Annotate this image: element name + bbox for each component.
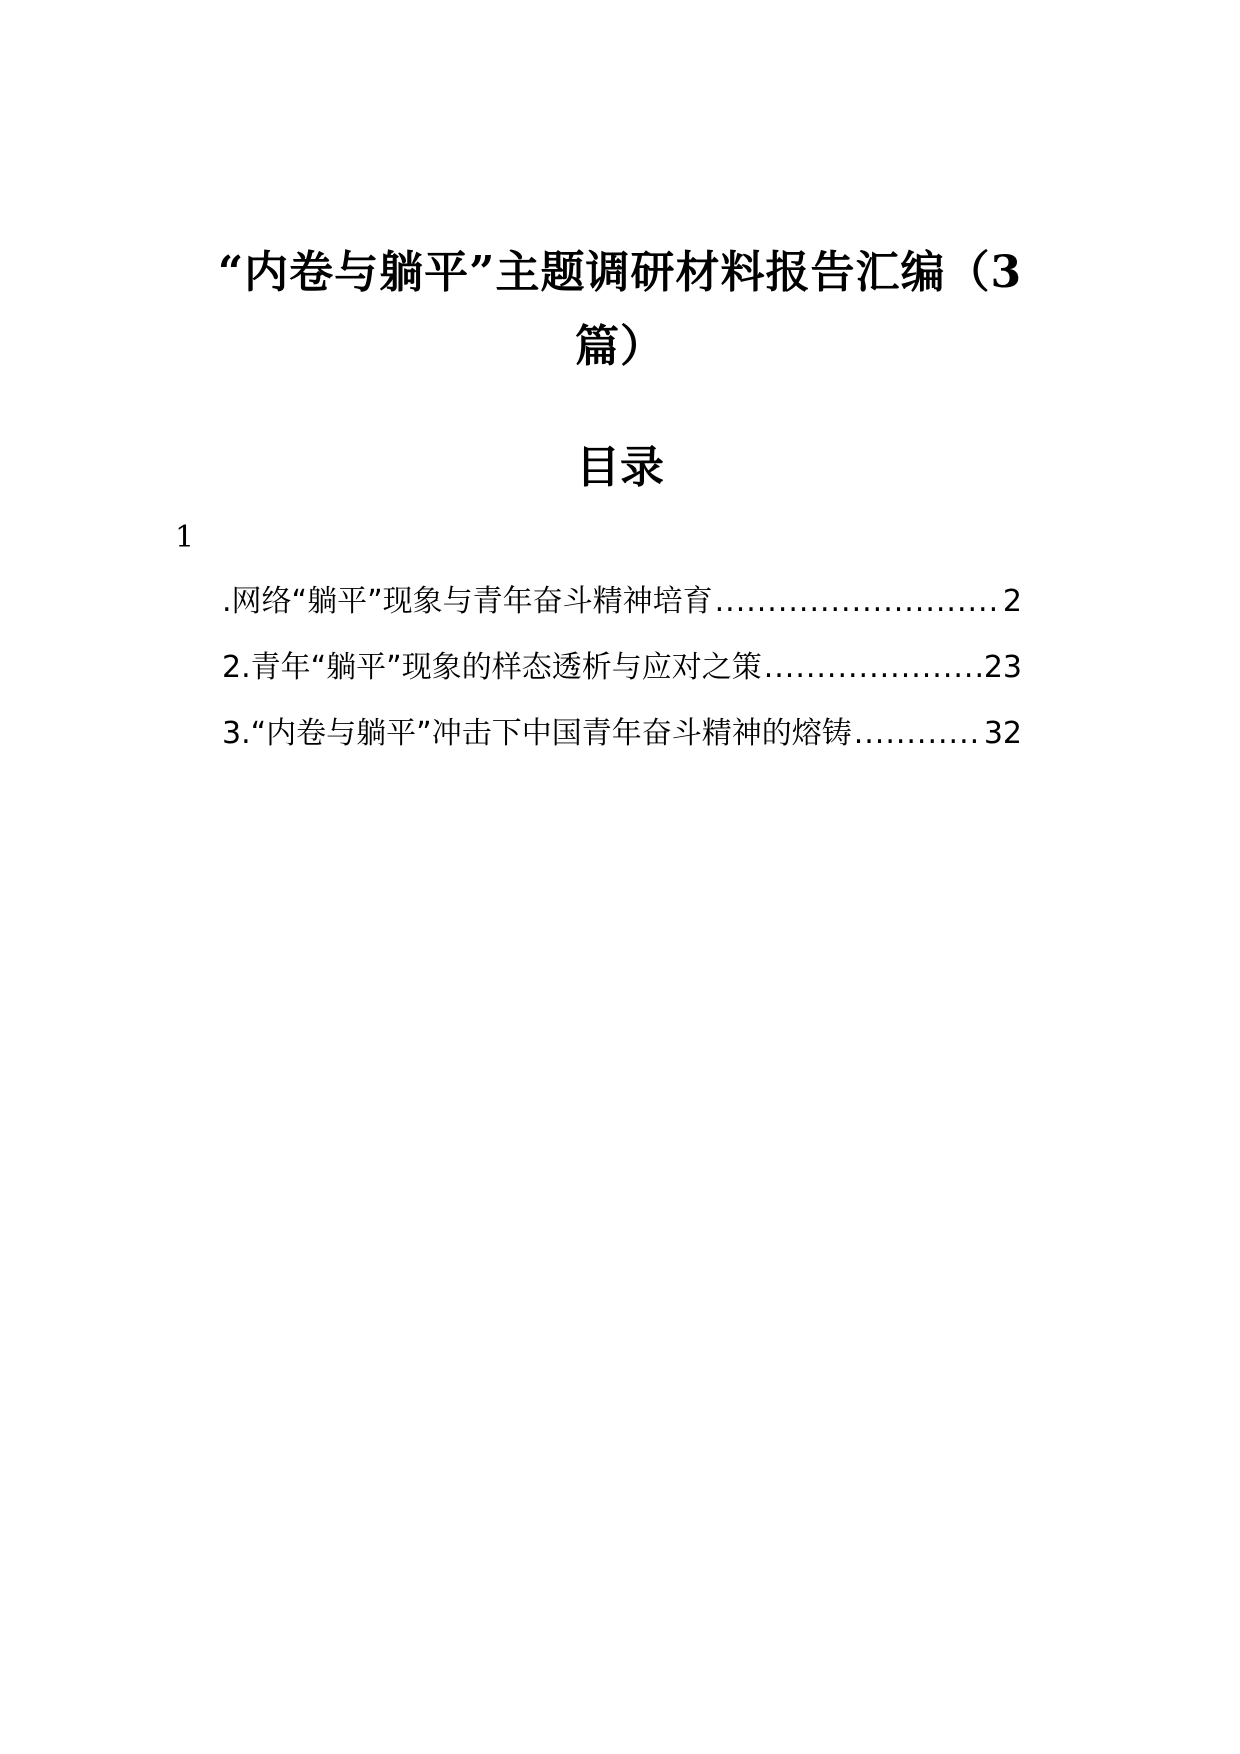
toc-heading: 目录 (576, 442, 664, 493)
toc-entry[interactable] (222, 644, 1022, 710)
toc-entry-title: 2.青年“躺平”现象的样态透析与应对之策 (222, 650, 762, 685)
toc-entry-title: .网络“躺平”现象与青年奋斗精神培育 (222, 584, 713, 619)
table-of-contents (222, 578, 1022, 776)
toc-entry-page: 32 (983, 716, 1022, 751)
toc-entry-page: 2 (1002, 584, 1022, 619)
document-title: “内卷与躺平”主题调研材料报告汇编（3篇） (217, 247, 1023, 372)
toc-leader-dots (854, 710, 982, 758)
toc-leader-dots (715, 578, 1001, 626)
toc-leader-dots (764, 644, 982, 692)
toc-entry[interactable] (222, 710, 1022, 776)
toc-entry[interactable] (222, 578, 1022, 644)
toc-entry-page: 23 (983, 650, 1022, 685)
toc-item-number: 1 (175, 520, 195, 555)
toc-entry-title: 3.“内卷与躺平”冲击下中国青年奋斗精神的熔铸 (222, 716, 852, 751)
